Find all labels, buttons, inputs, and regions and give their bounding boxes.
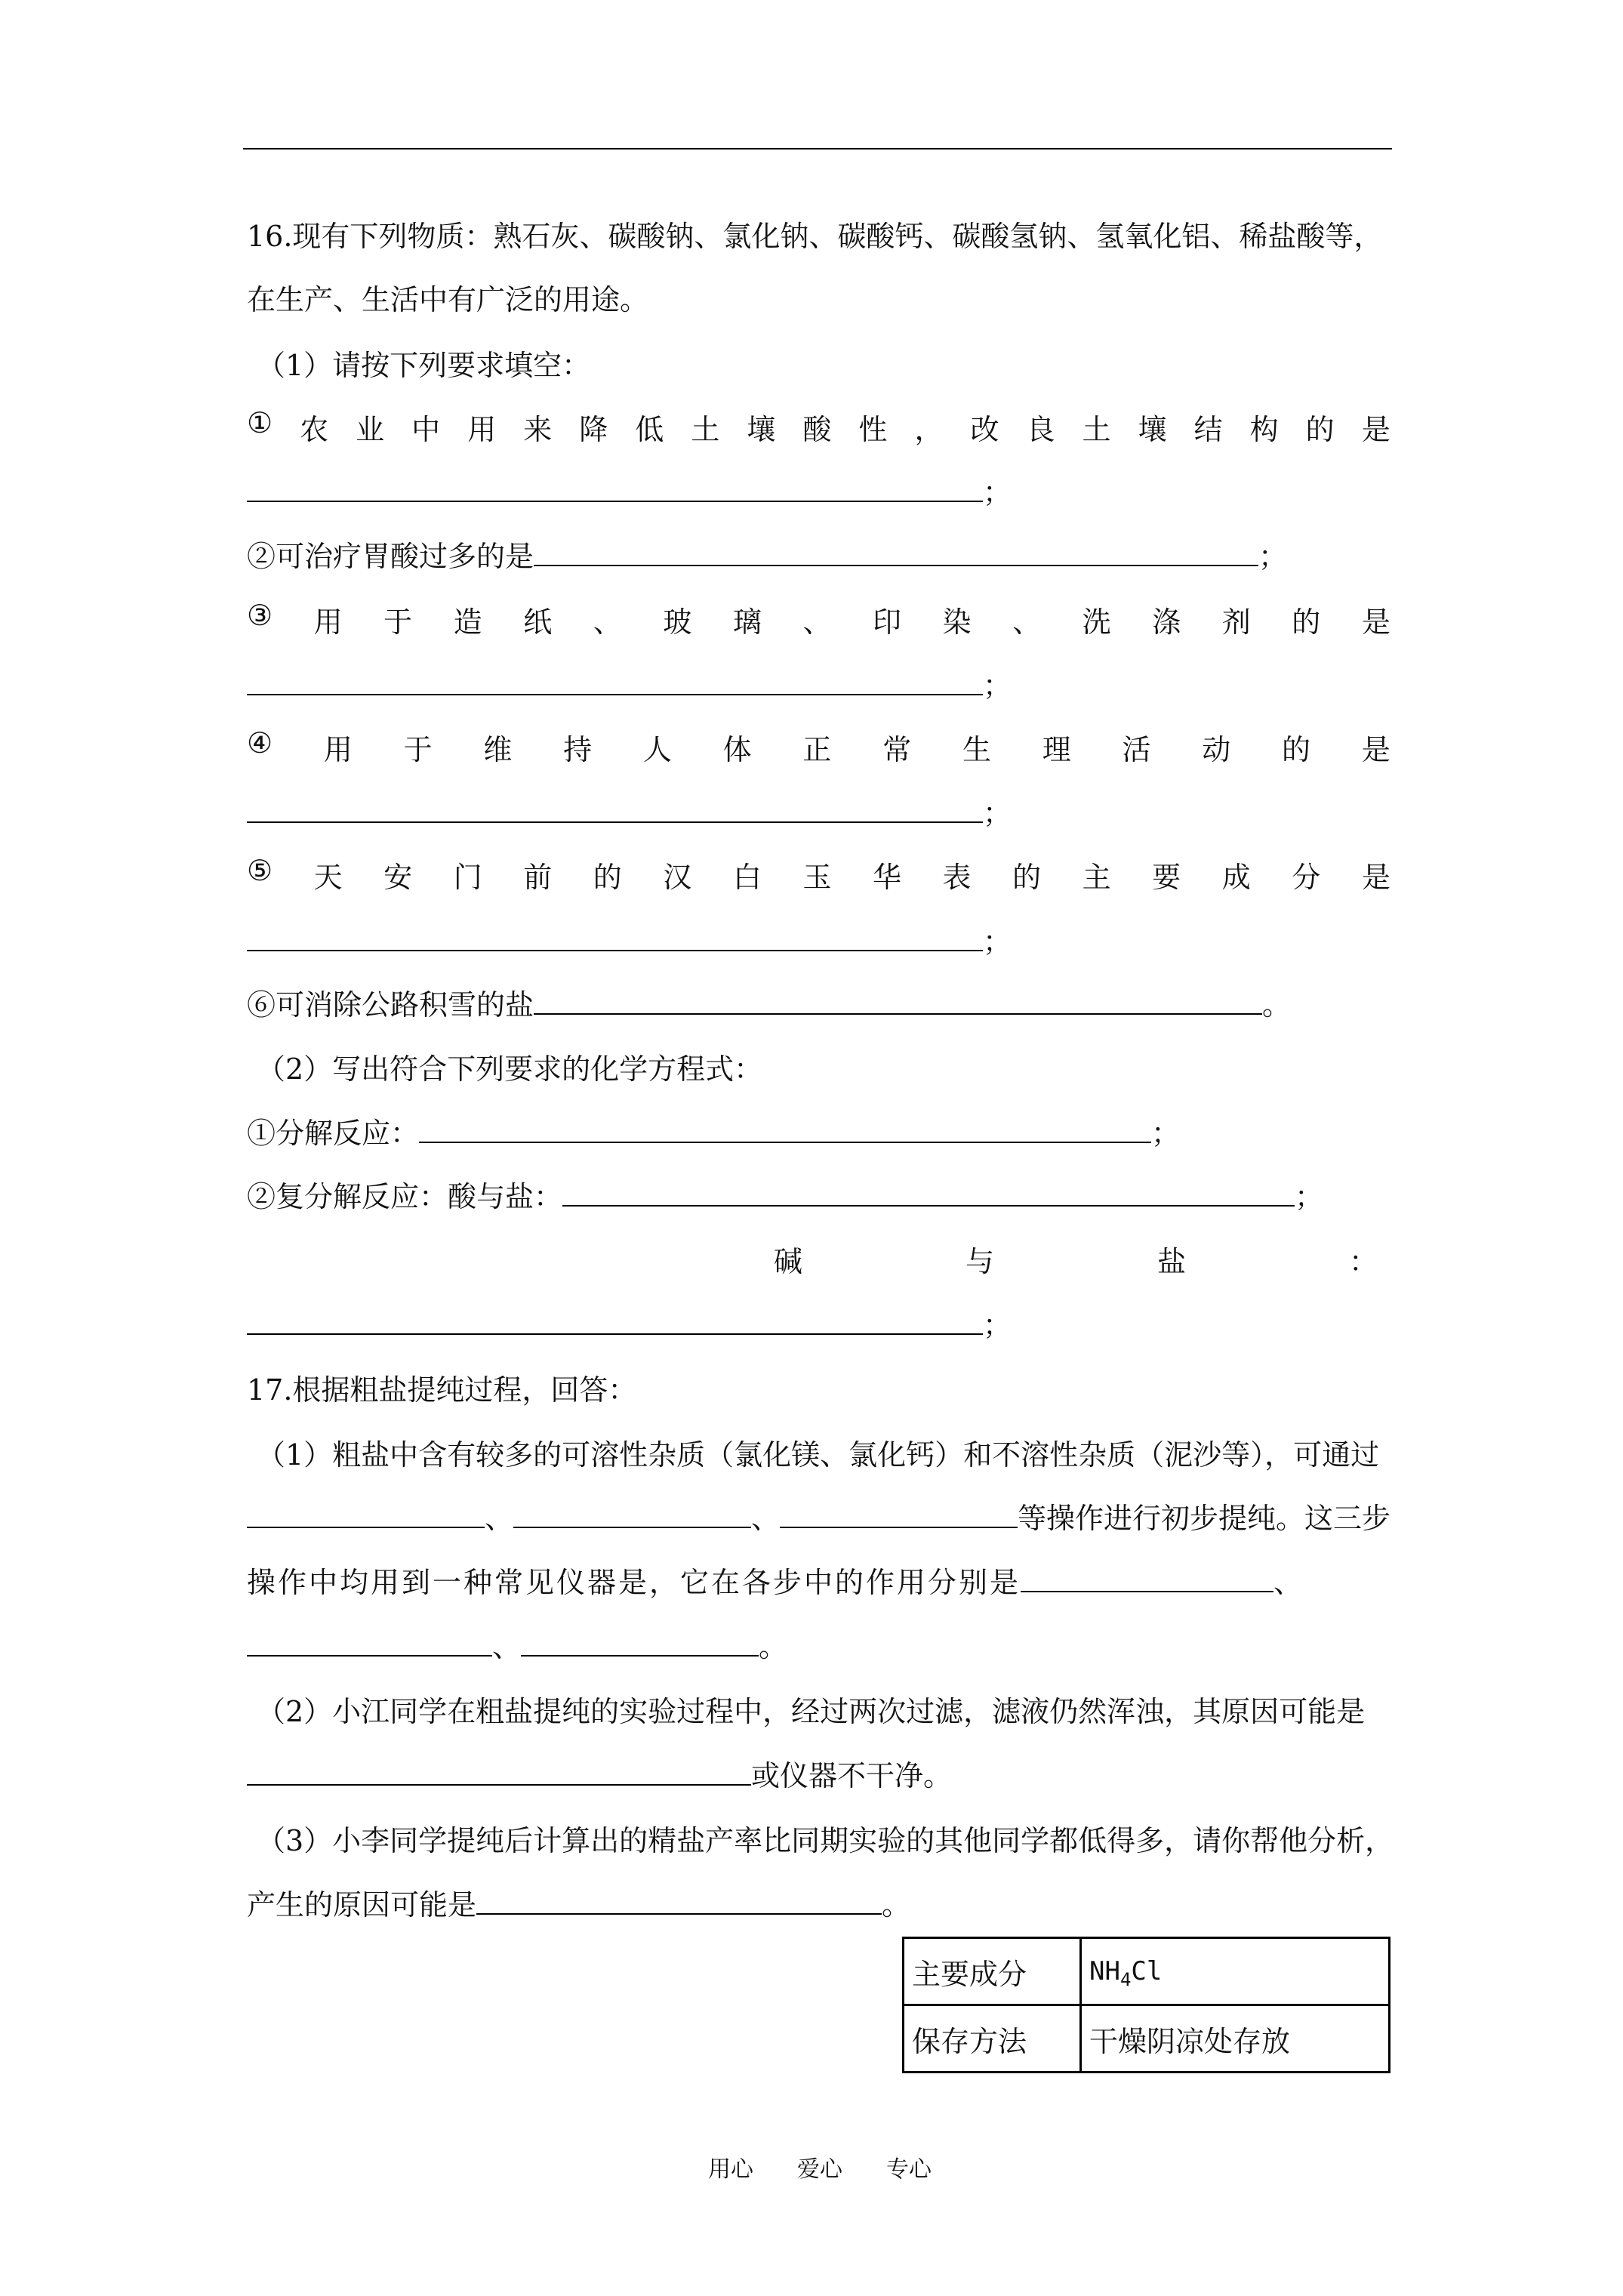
q16-item1-answer-line: ； xyxy=(247,469,1012,510)
prompt-char: ： xyxy=(1348,1245,1378,1278)
q17-part3-line2: 产生的原因可能是 。 xyxy=(247,1881,910,1923)
prompt-char: 玉 xyxy=(802,861,832,894)
prompt-char: 玻 xyxy=(663,606,692,639)
answer-blank[interactable] xyxy=(247,1757,751,1786)
prompt-char: ， xyxy=(914,413,944,446)
q17-part2-line2: 或仪器不干净。 xyxy=(247,1752,952,1794)
page-footer xyxy=(708,2150,932,2184)
label-value-formula: $NH_4Cl$ xyxy=(1081,1938,1390,2005)
prompt-char: 于 xyxy=(383,606,413,639)
prompt-char: 剂 xyxy=(1221,606,1251,639)
answer-blank[interactable] xyxy=(521,1628,759,1657)
prompt-char: 汉 xyxy=(663,861,692,894)
prompt-char: 前 xyxy=(523,861,553,894)
prompt-char: 璃 xyxy=(732,606,762,639)
answer-blank[interactable] xyxy=(419,1114,1151,1143)
prompt-char: 碱 xyxy=(774,1245,803,1278)
prompt-char: 于 xyxy=(403,733,433,766)
prompt-char: 常 xyxy=(882,733,912,766)
q16-intro-line1: 16.现有下列物质：熟石灰、碳酸钠、氯化钠、碳酸钙、碳酸氢钠、氢氧化铝、稀盐酸等， xyxy=(247,220,1383,253)
prompt-char: 理 xyxy=(1042,733,1071,766)
prompt-char: 盐 xyxy=(1156,1245,1186,1278)
prompt-char: ④ xyxy=(247,726,273,760)
prompt-char: 用 xyxy=(323,733,353,766)
prompt-char: 、 xyxy=(1012,606,1042,639)
prompt-char: 壤 xyxy=(747,413,776,446)
prompt-char: 分 xyxy=(1292,861,1321,894)
prompt-char: 造 xyxy=(453,606,482,639)
prompt-char: 纸 xyxy=(523,606,553,639)
footer-text: 爱心 xyxy=(797,2156,842,2183)
prompt-char: 与 xyxy=(965,1245,994,1278)
prompt-char: 的 xyxy=(593,861,622,894)
q17-part2-line1: （2）小江同学在粗盐提纯的实验过程中，经过两次过滤，滤液仍然浑浊，其原因可能是 xyxy=(257,1695,1366,1728)
prompt-char: 主 xyxy=(1082,861,1111,894)
q16-eq1: ①分解反应： ； xyxy=(247,1110,1180,1151)
q16-eq3-answer-line: ； xyxy=(247,1302,1012,1343)
footer-text: 专心 xyxy=(886,2156,932,2183)
prompt-char: ③ xyxy=(247,599,273,632)
q16-item5-answer-line: ； xyxy=(247,918,1012,960)
prompt-char: 正 xyxy=(802,733,832,766)
answer-blank[interactable] xyxy=(247,1306,983,1335)
fertilizer-label-table xyxy=(902,1937,1390,2073)
q16-eq2: ②复分解反应：酸与盐： ； xyxy=(247,1173,1323,1215)
q17-part3-line1: （3）小李同学提纯后计算出的精盐产率比同期实验的其他同学都低得多，请你帮他分析， xyxy=(257,1824,1394,1857)
prompt-char: 业 xyxy=(356,413,385,446)
answer-blank[interactable] xyxy=(534,986,1262,1015)
prompt-char: 、 xyxy=(593,606,622,639)
prompt-char: 土 xyxy=(1082,413,1111,446)
prompt-char: 的 xyxy=(1305,413,1335,446)
prompt-char: 维 xyxy=(483,733,513,766)
label-key-storage: 保存方法 xyxy=(904,2005,1081,2073)
q16-part1-heading: （1）请按下列要求填空： xyxy=(257,349,591,382)
prompt-char: 是 xyxy=(1361,413,1390,446)
q17-part1-line4: 、 。 xyxy=(247,1623,787,1665)
prompt-char: 壤 xyxy=(1138,413,1167,446)
prompt-char: 来 xyxy=(523,413,553,446)
prompt-char: 活 xyxy=(1122,733,1151,766)
prompt-char: 安 xyxy=(383,861,413,894)
label-value-storage: 干燥阴凉处存放 xyxy=(1081,2005,1390,2073)
prompt-char: 是 xyxy=(1361,733,1390,766)
prompt-char: 表 xyxy=(942,861,972,894)
prompt-char: 性 xyxy=(858,413,888,446)
prompt-char: 的 xyxy=(1292,606,1321,639)
q17-title: 17.根据粗盐提纯过程，回答： xyxy=(247,1373,637,1407)
prompt-char: 酸 xyxy=(802,413,832,446)
prompt-char: 成 xyxy=(1221,861,1251,894)
table-row xyxy=(904,1938,1390,2005)
answer-blank[interactable] xyxy=(247,794,983,823)
answer-blank[interactable] xyxy=(534,538,1258,566)
prompt-char: 动 xyxy=(1202,733,1231,766)
answer-blank[interactable] xyxy=(247,923,983,951)
q17-part1-line1: （1）粗盐中含有较多的可溶性杂质（氯化镁、氯化钙）和不溶性杂质（泥沙等），可通过 xyxy=(257,1438,1380,1472)
prompt-char: 用 xyxy=(467,413,497,446)
prompt-char: ① xyxy=(247,406,273,439)
prompt-char: 改 xyxy=(970,413,999,446)
q16-item4-prompt xyxy=(247,726,1390,768)
table-row xyxy=(904,2005,1390,2073)
answer-blank[interactable] xyxy=(562,1178,1295,1207)
prompt-char: 持 xyxy=(563,733,593,766)
prompt-char: 农 xyxy=(300,413,329,446)
prompt-char: 华 xyxy=(872,861,901,894)
prompt-char: 、 xyxy=(802,606,832,639)
q16-item6: ⑥可消除公路积雪的盐 。 xyxy=(247,982,1291,1023)
prompt-char: 中 xyxy=(411,413,441,446)
prompt-char: 结 xyxy=(1193,413,1223,446)
prompt-char: 白 xyxy=(732,861,762,894)
q16-item4-answer-line: ； xyxy=(247,790,1012,831)
prompt-char: 良 xyxy=(1026,413,1055,446)
prompt-char: 门 xyxy=(453,861,482,894)
q16-part2-heading: （2）写出符合下列要求的化学方程式： xyxy=(257,1052,763,1086)
prompt-char: 是 xyxy=(1361,606,1390,639)
answer-blank[interactable] xyxy=(247,1499,485,1528)
answer-blank[interactable] xyxy=(247,667,983,695)
prompt-char: 是 xyxy=(1361,861,1390,894)
prompt-char: 构 xyxy=(1249,413,1279,446)
q16-intro-line2: 在生产、生活中有广泛的用途。 xyxy=(247,283,649,316)
prompt-char: 用 xyxy=(313,606,343,639)
prompt-char: 生 xyxy=(962,733,991,766)
prompt-char: 涤 xyxy=(1152,606,1181,639)
prompt-char: 的 xyxy=(1282,733,1311,766)
q16-eq3-prompt xyxy=(774,1238,1378,1280)
q17-part1-line3: 操作中均用到一种常见仪器是，它在各步中的作用分别是 、 xyxy=(247,1559,1304,1601)
prompt-char: 印 xyxy=(872,606,901,639)
answer-blank[interactable] xyxy=(1021,1564,1273,1592)
prompt-char: 洗 xyxy=(1082,606,1111,639)
q16-item5-prompt xyxy=(247,854,1390,895)
prompt-char: 低 xyxy=(635,413,664,446)
prompt-char: 的 xyxy=(1012,861,1042,894)
q17-part1-line2: 、 、 等操作进行初步提纯。这三步 xyxy=(247,1495,1390,1536)
prompt-char: 人 xyxy=(642,733,672,766)
q16-item2: ②可治疗胃酸过多的是 ； xyxy=(247,533,1287,575)
prompt-char: 体 xyxy=(722,733,752,766)
q16-item3-prompt xyxy=(247,599,1390,640)
answer-blank[interactable] xyxy=(513,1499,751,1528)
prompt-char: 天 xyxy=(313,861,343,894)
header-rule xyxy=(243,148,1392,149)
answer-blank[interactable] xyxy=(247,1628,492,1657)
prompt-char: 土 xyxy=(691,413,720,446)
q16-item3-answer-line: ； xyxy=(247,662,1012,704)
q16-item1-prompt xyxy=(247,406,1390,448)
answer-blank[interactable] xyxy=(476,1886,882,1915)
prompt-char: ⑤ xyxy=(247,854,273,887)
label-key-main-component: 主要成分 xyxy=(904,1938,1081,2005)
prompt-char: 要 xyxy=(1152,861,1181,894)
prompt-char: 染 xyxy=(942,606,972,639)
footer-text: 用心 xyxy=(708,2156,753,2183)
answer-blank[interactable] xyxy=(780,1499,1018,1528)
answer-blank[interactable] xyxy=(247,473,983,502)
prompt-char: 降 xyxy=(579,413,608,446)
